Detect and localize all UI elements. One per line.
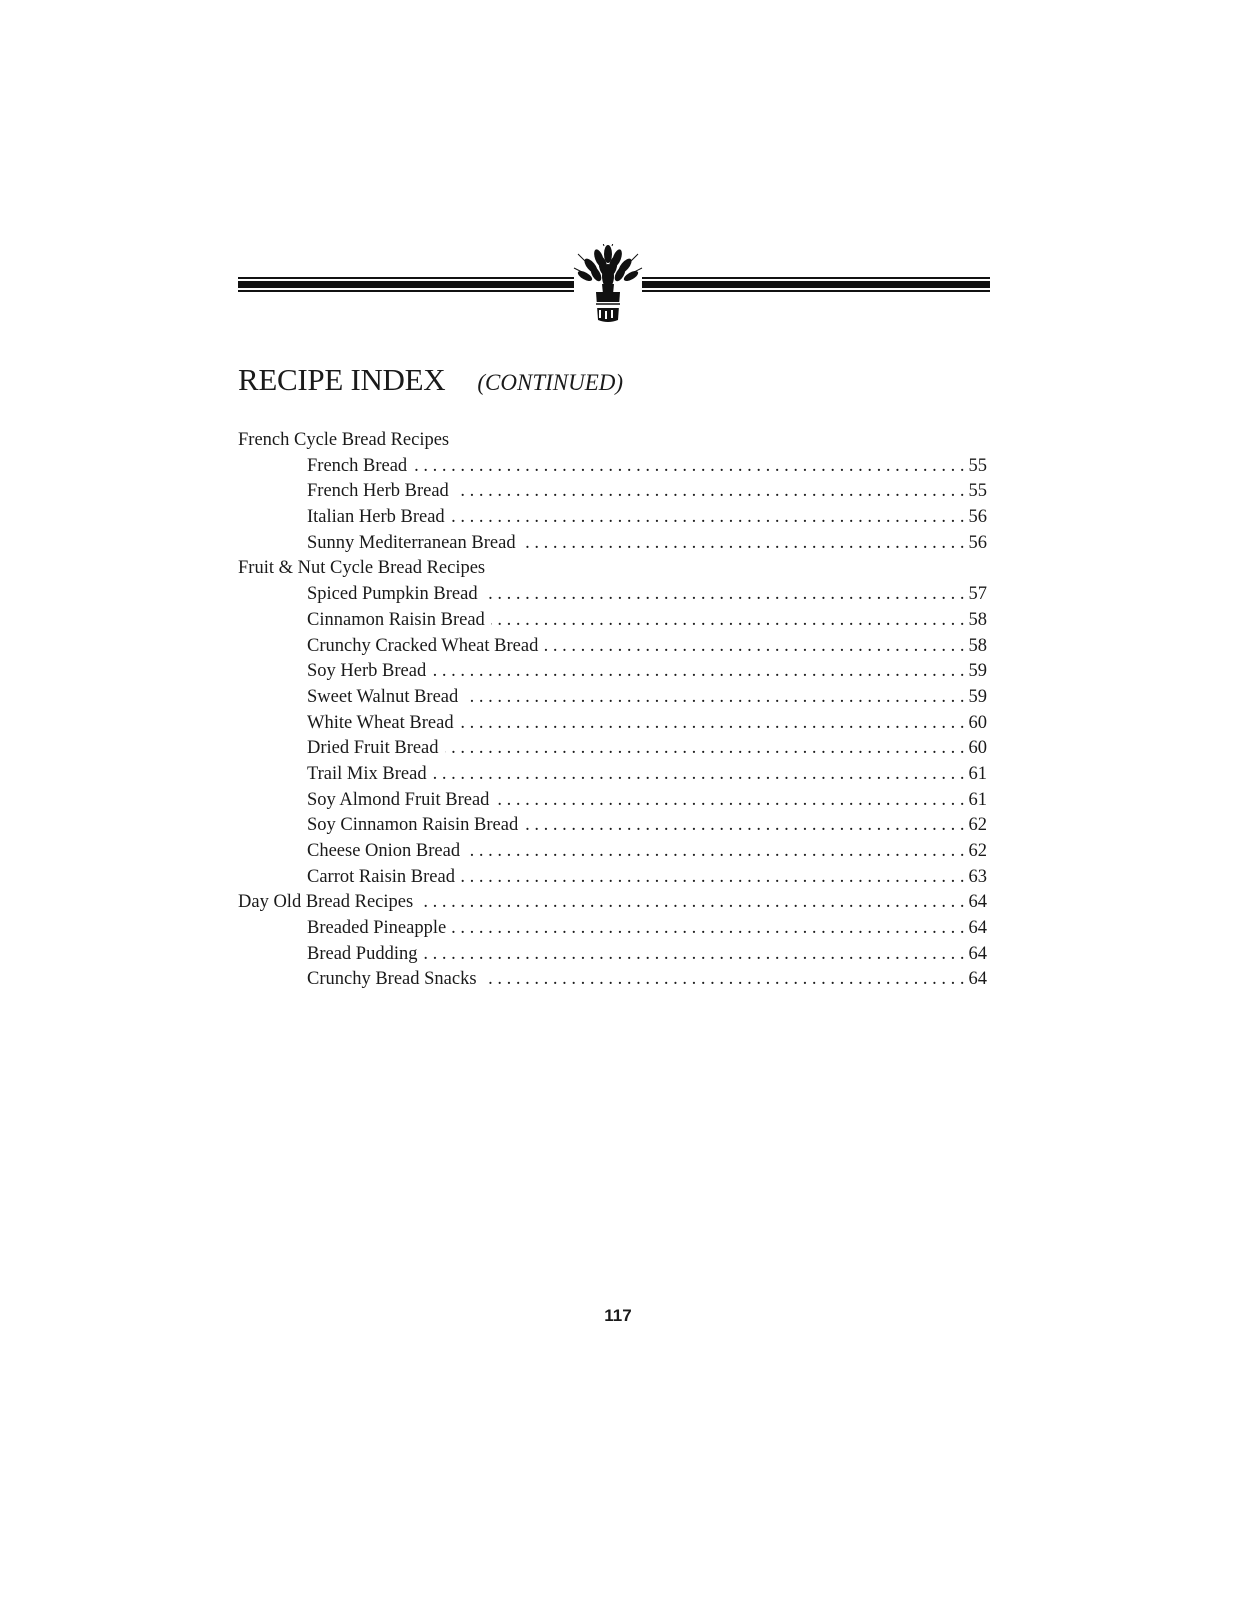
dot-leader [524, 813, 964, 839]
dot-leader [484, 582, 965, 608]
index-entry [238, 454, 987, 480]
dot-leader [495, 788, 964, 814]
dot-leader [423, 942, 964, 968]
entry-page-number: 55 [968, 481, 987, 502]
index-entry [238, 479, 987, 505]
title-main: RECIPE INDEX [238, 362, 446, 397]
entry-page-number: 61 [968, 789, 987, 810]
index-entry [238, 608, 987, 634]
entry-page-number: 56 [968, 507, 987, 528]
entry-label: Dried Fruit Bread [307, 738, 439, 759]
index-entry [238, 813, 987, 839]
dot-leader [451, 505, 965, 531]
dot-leader [464, 685, 964, 711]
dot-leader [433, 762, 965, 788]
index-entry [238, 762, 987, 788]
entry-page-number: 64 [968, 969, 987, 990]
rule-left [238, 277, 574, 292]
entry-page-number: 59 [968, 661, 987, 682]
dot-leader [544, 634, 964, 660]
dot-leader [455, 479, 965, 505]
index-entry [238, 685, 987, 711]
entry-label: Carrot Raisin Bread [307, 866, 455, 887]
dot-leader [522, 531, 965, 557]
entry-label: Soy Cinnamon Raisin Bread [307, 815, 519, 836]
entry-page-number: 61 [968, 763, 987, 784]
index-entry [238, 582, 987, 608]
entry-label: Bread Pudding [307, 943, 418, 964]
dot-leader [445, 736, 965, 762]
entry-page-number: 59 [968, 686, 987, 707]
dot-leader [419, 890, 964, 916]
entry-label: Sweet Walnut Bread [307, 686, 459, 707]
dot-leader [460, 711, 965, 737]
index-entry [238, 736, 987, 762]
index-entry [238, 659, 987, 685]
index-section-heading [238, 556, 987, 582]
index-entry [238, 865, 987, 891]
entry-page-number: 60 [968, 738, 987, 759]
entry-label: Crunchy Cracked Wheat Bread [307, 635, 539, 656]
entry-label: Sunny Mediterranean Bread [307, 532, 516, 553]
entry-label: Italian Herb Bread [307, 507, 445, 528]
entry-page-number: 63 [968, 866, 987, 887]
dot-leader [452, 916, 964, 942]
entry-label: White Wheat Bread [307, 712, 454, 733]
entry-label: Spiced Pumpkin Bread [307, 584, 478, 605]
dot-leader [461, 865, 965, 891]
index-title [238, 362, 998, 406]
index-entry [238, 711, 987, 737]
page-number: 117 [604, 1306, 632, 1325]
entry-page-number: 57 [968, 584, 987, 605]
entry-page-number: 60 [968, 712, 987, 733]
index-section-heading [238, 890, 987, 916]
dot-leader [483, 967, 965, 993]
index-entry [238, 916, 987, 942]
entry-label: Crunchy Bread Snacks [307, 969, 477, 990]
entry-label: Trail Mix Bread [307, 763, 427, 784]
entry-label: Day Old Bread Recipes [238, 892, 414, 913]
index-entry [238, 634, 987, 660]
rule-right [642, 277, 990, 292]
entry-page-number: 64 [968, 892, 987, 913]
index-section-heading [238, 428, 987, 454]
index-entry [238, 839, 987, 865]
entry-label: Soy Almond Fruit Bread [307, 789, 490, 810]
entry-page-number: 58 [968, 609, 987, 630]
entry-page-number: 64 [968, 943, 987, 964]
entry-label: Cinnamon Raisin Bread [307, 609, 485, 630]
dot-leader [466, 839, 964, 865]
title-subtitle: (CONTINUED) [477, 370, 624, 395]
entry-page-number: 55 [968, 455, 987, 476]
index-entry [238, 942, 987, 968]
entry-page-number: 64 [968, 918, 987, 939]
index-entry [238, 531, 987, 557]
index-entry [238, 505, 987, 531]
entry-label: Breaded Pineapple [307, 918, 447, 939]
entry-label: Soy Herb Bread [307, 661, 427, 682]
dot-leader [413, 454, 964, 480]
dot-leader [432, 659, 964, 685]
entry-page-number: 56 [968, 532, 987, 553]
entry-page-number: 58 [968, 635, 987, 656]
index-entry [238, 788, 987, 814]
header-rule [238, 244, 990, 334]
entry-label: French Bread [307, 455, 408, 476]
entry-label: Fruit & Nut Cycle Bread Recipes [238, 558, 486, 579]
entry-label: French Cycle Bread Recipes [238, 430, 450, 450]
index-entry [238, 967, 987, 993]
recipe-index-list [238, 428, 987, 993]
entry-label: French Herb Bread [307, 481, 449, 502]
dot-leader [491, 608, 965, 634]
entry-page-number: 62 [968, 841, 987, 861]
wheat-sheaf-icon [574, 244, 642, 322]
entry-page-number: 62 [968, 815, 987, 836]
entry-label: Cheese Onion Bread [307, 841, 461, 861]
